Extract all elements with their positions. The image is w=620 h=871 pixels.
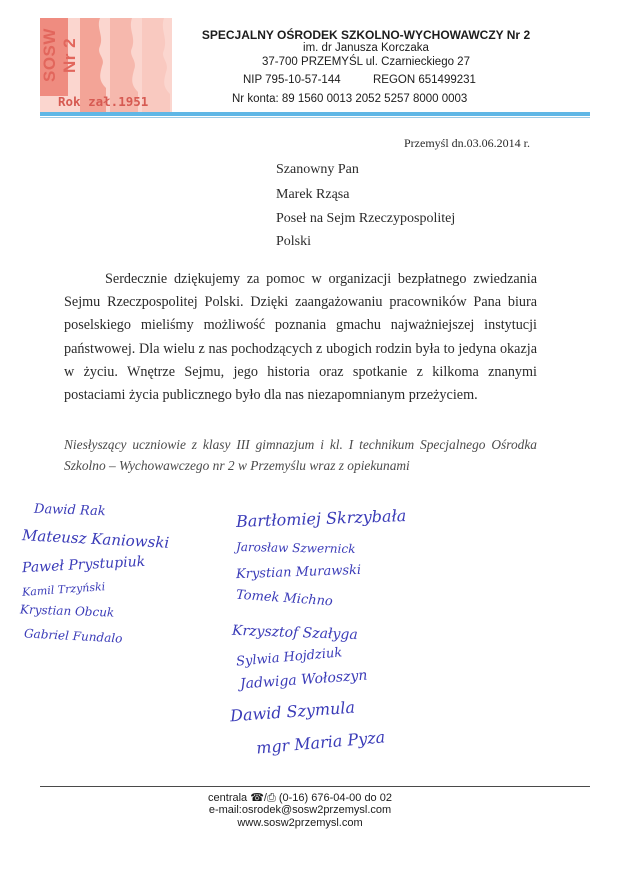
signature: Krystian Murawski bbox=[235, 562, 362, 583]
signature: Dawid Szymula bbox=[229, 697, 356, 726]
footer-divider bbox=[40, 786, 590, 787]
signature: Kamil Trzyński bbox=[21, 580, 106, 599]
addressee-name: Marek Rząsa bbox=[276, 187, 350, 202]
signature: Dawid Rak bbox=[33, 501, 106, 520]
addressee-title: Poseł na Sejm Rzeczypospolitej bbox=[276, 211, 456, 226]
regon-number: REGON 651499231 bbox=[373, 74, 476, 86]
signature: Tomek Michno bbox=[235, 587, 334, 610]
footer-website[interactable]: www.sosw2przemysl.com bbox=[237, 817, 363, 829]
addressee-salutation: Szanowny Pan bbox=[276, 162, 359, 177]
signature: Krzysztof Szałyga bbox=[231, 622, 359, 644]
signature: Sylwia Hojdziuk bbox=[235, 645, 343, 670]
signature: Bartłomiej Skrzybała bbox=[235, 506, 407, 531]
logo-founding-year: Rok zał.1951 bbox=[58, 94, 149, 109]
footer-email[interactable]: e-mail:osrodek@sosw2przemysl.com bbox=[208, 804, 392, 816]
footer-phone: centrala ☎/⎙ (0-16) 676-04-00 do 02 bbox=[208, 792, 392, 804]
signature: Mateusz Kaniowski bbox=[21, 526, 170, 552]
bank-account: Nr konta: 89 1560 0013 2052 5257 8000 0003 bbox=[232, 93, 468, 105]
letter-body: Serdecznie dziękujemy za pomoc w organizacji bezpłatnego zwiedzania Sejmu Rzeczpospolitej Polski. Dzięki zaangażowaniu pracowników Pana biura poselskiego mieliśmy możliwość poznania gmachu najważniejszej instytucji państwowej. Dla wielu z nas pochodzących z ubogich rodzin była to jedyna okazja w życiu. Wnętrze Sejmu, jego historia oraz spotkanie z kilkoma znanymi postaciami życia publicznego było dla nas niezapomnianym przeżyciem. bbox=[64, 271, 537, 404]
signature: Gabriel Fundalo bbox=[23, 626, 123, 646]
institution-patron: im. dr Janusza Korczaka bbox=[303, 42, 429, 54]
letter-date: Przemyśl dn.03.06.2014 r. bbox=[404, 136, 530, 150]
addressee-title-cont: Polski bbox=[276, 234, 312, 249]
logo-vertical-text: SOSW Nr 2 bbox=[40, 28, 79, 82]
header-divider bbox=[40, 112, 590, 116]
institution-name: SPECJALNY OŚRODEK SZKOLNO-WYCHOWAWCZY Nr 2 bbox=[201, 28, 531, 42]
nip-number: NIP 795-10-57-144 bbox=[243, 74, 341, 86]
signature: Jarosław Szwernick bbox=[235, 539, 356, 557]
signature-note: Niesłyszący uczniowie z klasy III gimnazjum i kl. I technikum Specjalnego Ośrodka Szkolno – Wychowawczego nr 2 w Przemyślu wraz z opiekunami bbox=[64, 437, 537, 473]
institution-address: 37-700 PRZEMYŚL ul. Czarnieckiego 27 bbox=[262, 56, 470, 68]
signature: Jadwiga Wołoszyn bbox=[239, 667, 368, 693]
signature: Krystian Obcuk bbox=[19, 602, 115, 620]
signature: mgr Maria Pyza bbox=[255, 727, 386, 758]
signature: Paweł Prystupiuk bbox=[21, 553, 146, 577]
header-divider-thin bbox=[40, 117, 590, 118]
